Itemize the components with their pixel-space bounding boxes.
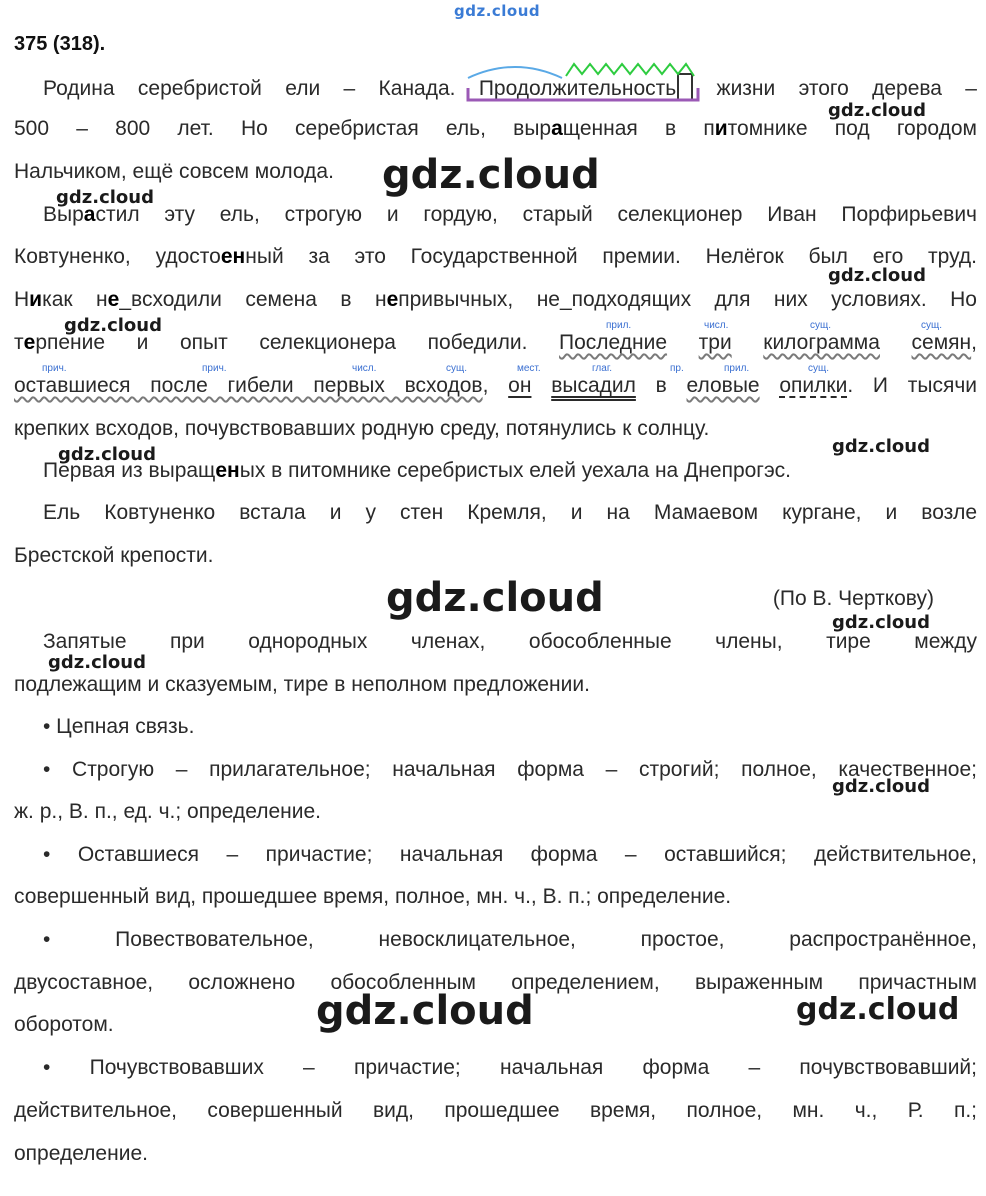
root-zigzag <box>566 64 694 76</box>
participial-phrase: оставшиеся после гибели первых всходов <box>14 374 483 397</box>
pos-label: сущ. <box>446 363 468 374</box>
exercise-number: 375 (318). <box>14 33 106 55</box>
pos-label: сущ. <box>808 363 830 374</box>
text-line-12: Брестской крепости. <box>14 544 214 567</box>
subject-on: он <box>508 374 532 397</box>
predicate: высадил <box>551 374 636 397</box>
pos-label: числ. <box>352 363 377 374</box>
text-line-8: оставшиеся после гибели первых всходов, он высадил в еловые опилки. И тысячи <box>14 374 977 397</box>
pos-label: прил. <box>724 363 750 374</box>
text-line-7: терпение и опыт селекционера победили. Последние три килограмма семян, <box>14 331 977 354</box>
watermark: gdz.cloud <box>796 992 960 1027</box>
answer-line: оборотом. <box>14 1013 114 1036</box>
watermark: gdz.cloud <box>828 265 926 286</box>
text-line-3: Нальчиком, ещё совсем молода. <box>14 160 334 183</box>
text-line-4: Вырастил эту ель, строгую и гордую, старый селекционер Иван Порфирьевич <box>43 203 977 226</box>
author-attribution: (По В. Черткову) <box>772 587 934 610</box>
answer-line: ж. р., В. п., ед. ч.; определение. <box>14 800 321 823</box>
pos-label: пр. <box>670 363 684 374</box>
pos-label: глаг. <box>592 363 613 374</box>
watermark: gdz.cloud <box>828 100 926 121</box>
answer-line: Запятые при однородных членах, обособленные члены, тире между <box>43 630 977 653</box>
watermark: gdz.cloud <box>832 612 930 633</box>
pos-label: сущ. <box>810 320 832 331</box>
pos-label: числ. <box>704 320 729 331</box>
text-line-11: Ель Ковтуненко встала и у стен Кремля, и на Мамаевом кургане, и возле <box>43 501 977 524</box>
subject-group-word: семян <box>911 331 972 354</box>
subject-group-word: килограмма <box>763 331 880 354</box>
pos-label: прил. <box>606 320 632 331</box>
watermark: gdz.cloud <box>56 187 154 208</box>
answer-line: совершенный вид, прошедшее время, полное, мн. ч., В. п.; определение. <box>14 885 732 908</box>
subject-group-word: три <box>698 331 732 354</box>
pos-label: мест. <box>517 363 541 374</box>
answer-line: • Оставшиеся – причастие; начальная форма – оставшийся; действительное, <box>43 843 977 866</box>
text-line-6: Никак не_всходили семена в непривычных, не_подходящих для них условиях. Но <box>14 288 977 311</box>
watermark: gdz.cloud <box>832 436 930 457</box>
answer-line: действительное, совершенный вид, прошедшее время, полное, мн. ч., Р. п.; <box>14 1099 977 1122</box>
object-word: опилки <box>779 374 848 397</box>
answer-line: • Цепная связь. <box>43 715 195 738</box>
answer-line: определение. <box>14 1142 148 1165</box>
prefix-arc <box>468 67 562 78</box>
answer-line: двусоставное, осложнено обособленным определением, выраженным причастным <box>14 971 977 994</box>
answer-line: • Повествовательное, невосклицательное, простое, распространённое, <box>43 928 977 951</box>
text-line-1: Родина серебристой ели – Канада. Продолжительность жизни этого дерева – <box>43 73 977 102</box>
pos-label: прич. <box>202 363 227 374</box>
text-line-10: Первая из выращеных в питомнике серебристых елей уехала на Днепрогэс. <box>43 459 792 482</box>
watermark: gdz.cloud <box>386 575 604 621</box>
text-line-2: 500 – 800 лет. Но серебристая ель, выращенная в питомнике под городом <box>14 117 977 140</box>
text-line-5: Ковтуненко, удостоенный за это Государственной премии. Нелёгок был его труд. <box>14 245 977 268</box>
answer-line: • Строгую – прилагательное; начальная форма – строгий; полное, качественное; <box>43 758 977 781</box>
subject-word: Продолжительность <box>478 77 677 100</box>
watermark: gdz.cloud <box>832 776 930 797</box>
answer-line: подлежащим и сказуемым, тире в неполном предложении. <box>14 673 590 696</box>
watermark: gdz.cloud <box>382 152 600 198</box>
subject-underline <box>468 88 698 100</box>
word-marks <box>0 0 986 110</box>
subject-group-word: Последние <box>559 331 668 354</box>
watermark: gdz.cloud <box>64 315 162 336</box>
watermark: gdz.cloud <box>48 652 146 673</box>
watermark: gdz.cloud <box>316 988 534 1034</box>
pos-label: сущ. <box>921 320 943 331</box>
watermark: gdz.cloud <box>58 444 156 465</box>
answer-line: • Почувствовавших – причастие; начальная форма – почувствовавший; <box>43 1056 977 1079</box>
text-line-9: крепких всходов, почувствовавших родную среду, потянулись к солнцу. <box>14 417 710 440</box>
pos-label: прич. <box>42 363 67 374</box>
watermark-top: gdz.cloud <box>454 2 541 20</box>
attribute-word: еловые <box>686 374 760 397</box>
